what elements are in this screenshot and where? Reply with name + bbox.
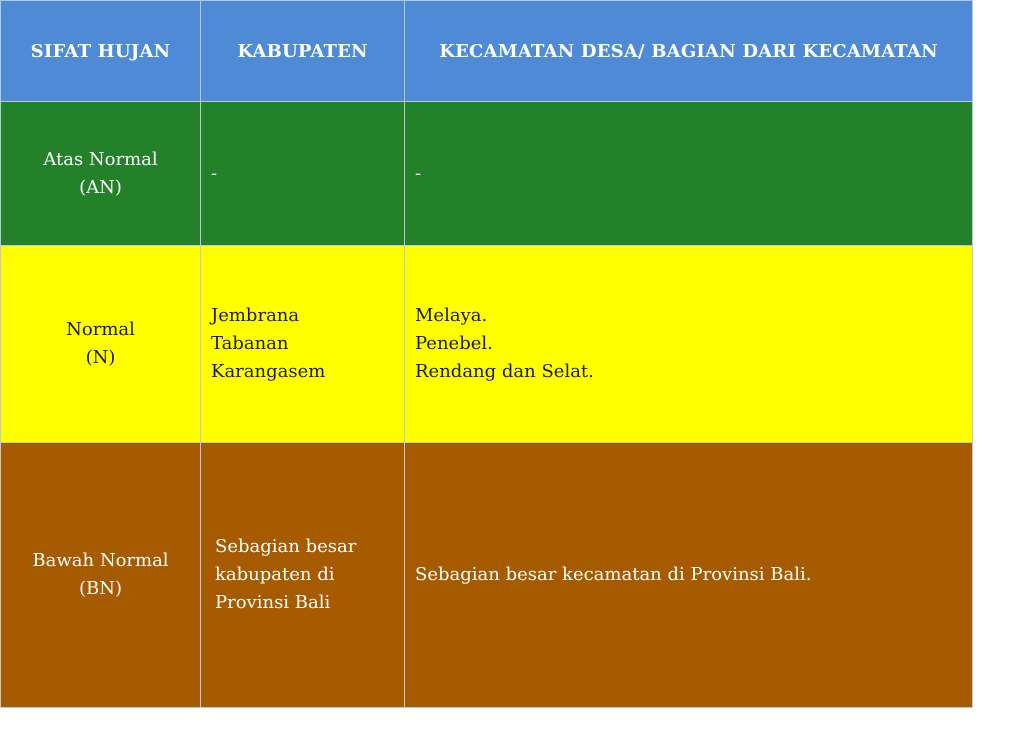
kabupaten-item: Provinsi Bali <box>215 592 331 613</box>
sifat-label: Bawah Normal <box>32 550 169 571</box>
cell-sifat-normal <box>1 246 201 443</box>
table-header-row <box>1 1 973 102</box>
table-row-atas-normal <box>1 102 973 246</box>
kabupaten-item: Jembrana <box>211 305 300 326</box>
header-kecamatan: KECAMATAN DESA/ BAGIAN DARI KECAMATAN <box>405 1 973 102</box>
cell-kecamatan-atas-normal <box>405 102 973 246</box>
kabupaten-item: kabupaten di <box>215 564 335 585</box>
kecamatan-item: Rendang dan Selat. <box>415 361 594 382</box>
header-sifat-hujan: SIFAT HUJAN <box>1 1 201 102</box>
kecamatan-item: Penebel. <box>415 333 493 354</box>
kecamatan-item: Melaya. <box>415 305 488 326</box>
cell-kabupaten-atas-normal <box>201 102 405 246</box>
table-row-normal <box>1 246 973 443</box>
table-row-bawah-normal <box>1 443 973 708</box>
header-kabupaten: KABUPATEN <box>201 1 405 102</box>
kecamatan-item: Sebagian besar kecamatan di Provinsi Bali. <box>415 564 812 585</box>
kabupaten-item: - <box>211 162 218 184</box>
sifat-label: Atas Normal <box>43 148 158 170</box>
cell-kecamatan-bawah-normal <box>405 443 973 708</box>
cell-kabupaten-normal <box>201 246 405 443</box>
cell-kabupaten-bawah-normal <box>201 443 405 708</box>
sifat-label: Normal <box>66 319 135 340</box>
cell-sifat-atas-normal <box>1 102 201 246</box>
cell-kecamatan-normal <box>405 246 973 443</box>
sifat-code: (BN) <box>78 578 123 599</box>
kabupaten-item: Karangasem <box>211 361 326 382</box>
sifat-code: (N) <box>85 347 116 368</box>
cell-sifat-bawah-normal <box>1 443 201 708</box>
kabupaten-item: Tabanan <box>211 333 289 354</box>
sifat-code: (AN) <box>79 176 122 198</box>
kecamatan-item: - <box>415 162 422 184</box>
kabupaten-item: Sebagian besar <box>215 536 357 557</box>
